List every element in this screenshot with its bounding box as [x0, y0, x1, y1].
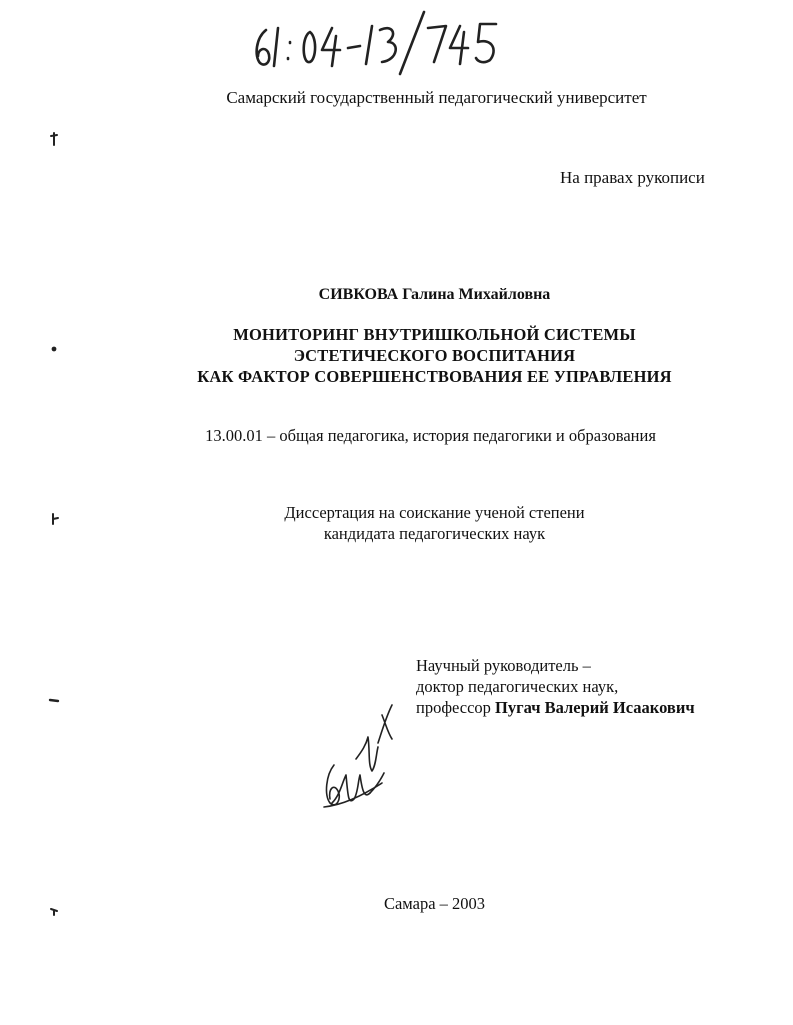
author-name: СИВКОВА Галина Михайловна: [318, 286, 551, 303]
degree-line: Диссертация на соискание ученой степени: [284, 503, 585, 522]
city-year: Самара – 2003: [383, 894, 486, 913]
handwritten-archive-number: [248, 8, 508, 78]
title-line: КАК ФАКТОР СОВЕРШЕНСТВОВАНИЯ ЕЕ УПРАВЛЕНИЯ: [197, 367, 672, 386]
dissertation-degree: [38, 502, 793, 544]
specialty-code: 13.00.01 – общая педагогика, история педагогики и образования: [205, 426, 656, 445]
dissertation-title: [38, 324, 793, 387]
supervisor-block: [416, 655, 695, 718]
title-line: МОНИТОРИНГ ВНУТРИШКОЛЬНОЙ СИСТЕМЫ: [233, 325, 636, 344]
supervisor-degree: доктор педагогических наук,: [416, 677, 619, 696]
margin-mark: [48, 132, 60, 146]
handwritten-signature: [312, 695, 412, 825]
university-name: Самарский государственный педагогический университет: [226, 88, 647, 107]
supervisor-title-line: [416, 697, 695, 718]
title-line: ЭСТЕТИЧЕСКОГО ВОСПИТАНИЯ: [293, 346, 576, 365]
rights-note: На правах рукописи: [560, 168, 705, 187]
supervisor-rank: профессор: [416, 698, 491, 717]
supervisor-name: Пугач Валерий Исаакович: [495, 698, 695, 717]
supervisor-role: Научный руководитель –: [416, 656, 591, 675]
degree-line: кандидата педагогических наук: [323, 524, 546, 543]
margin-mark: [48, 694, 60, 708]
